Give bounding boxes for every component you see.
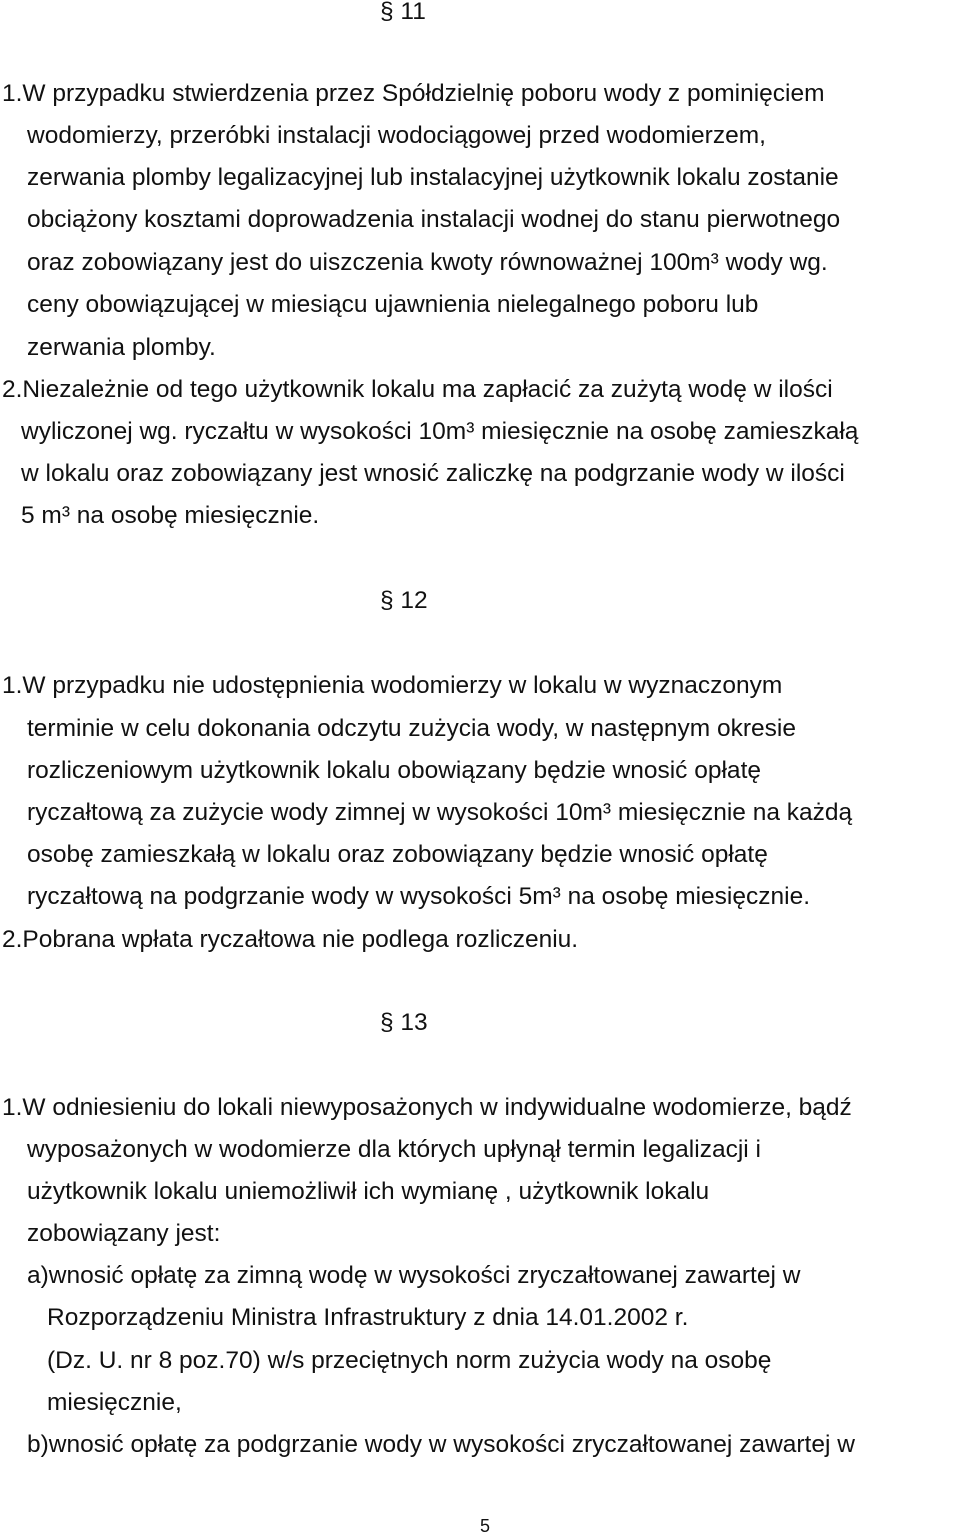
paragraph-line: 1.W odniesieniu do lokali niewyposażonych w indywidualne wodomierze, bądź <box>2 1094 852 1121</box>
paragraph-line: ryczałtową za zużycie wody zimnej w wysokości 10m³ miesięcznie na każdą <box>27 799 853 826</box>
paragraph-line: rozliczeniowym użytkownik lokalu obowiązany będzie wnosić opłatę <box>27 757 761 784</box>
paragraph-line: osobę zamieszkałą w lokalu oraz zobowiązany będzie wnosić opłatę <box>27 841 768 868</box>
paragraph-line: b)wnosić opłatę za podgrzanie wody w wysokości zryczałtowanej zawartej w <box>27 1431 855 1458</box>
paragraph-line: 2.Pobrana wpłata ryczałtowa nie podlega rozliczeniu. <box>2 926 579 953</box>
paragraph-line: 5 m³ na osobę miesięcznie. <box>21 502 320 529</box>
section-heading-13: § 13 <box>380 1009 428 1036</box>
paragraph-line: a)wnosić opłatę za zimną wodę w wysokości zryczałtowanej zawartej w <box>27 1262 801 1289</box>
section-heading-11: § 11 <box>380 0 426 25</box>
paragraph-line: ryczałtową na podgrzanie wody w wysokości 5m³ na osobę miesięcznie. <box>27 883 810 910</box>
paragraph-line: 2.Niezależnie od tego użytkownik lokalu ma zapłacić za zużytą wodę w ilości <box>2 376 833 403</box>
paragraph-line: oraz zobowiązany jest do uiszczenia kwoty równoważnej 100m³ wody wg. <box>27 249 828 276</box>
paragraph-line: zerwania plomby. <box>27 334 216 361</box>
paragraph-line: ceny obowiązującej w miesiącu ujawnienia nielegalnego poboru lub <box>27 291 759 318</box>
paragraph-line: w lokalu oraz zobowiązany jest wnosić zaliczkę na podgrzanie wody w ilości <box>21 460 845 487</box>
page-number: 5 <box>480 1516 491 1536</box>
paragraph-line: terminie w celu dokonania odczytu zużycia wody, w następnym okresie <box>27 715 796 742</box>
paragraph-line: 1.W przypadku nie udostępnienia wodomierzy w lokalu w wyznaczonym <box>2 672 783 699</box>
paragraph-line: wyliczonej wg. ryczałtu w wysokości 10m³ miesięcznie na osobę zamieszkałą <box>21 418 859 445</box>
section-heading-12: § 12 <box>380 587 428 614</box>
paragraph-line: obciążony kosztami doprowadzenia instalacji wodnej do stanu pierwotnego <box>27 206 841 233</box>
paragraph-line: miesięcznie, <box>47 1389 182 1416</box>
paragraph-line: Rozporządzeniu Ministra Infrastruktury z dnia 14.01.2002 r. <box>47 1304 689 1331</box>
paragraph-line: zobowiązany jest: <box>27 1220 221 1247</box>
paragraph-line: użytkownik lokalu uniemożliwił ich wymianę , użytkownik lokalu <box>27 1178 710 1205</box>
paragraph-line: wyposażonych w wodomierze dla których upłynął termin legalizacji i <box>27 1136 761 1163</box>
paragraph-line: 1.W przypadku stwierdzenia przez Spółdzielnię poboru wody z pominięciem <box>2 80 825 107</box>
paragraph-line: zerwania plomby legalizacyjnej lub instalacyjnej użytkownik lokalu zostanie <box>27 164 839 191</box>
paragraph-line: wodomierzy, przeróbki instalacji wodociągowej przed wodomierzem, <box>27 122 766 149</box>
paragraph-line: (Dz. U. nr 8 poz.70) w/s przeciętnych norm zużycia wody na osobę <box>47 1347 772 1374</box>
